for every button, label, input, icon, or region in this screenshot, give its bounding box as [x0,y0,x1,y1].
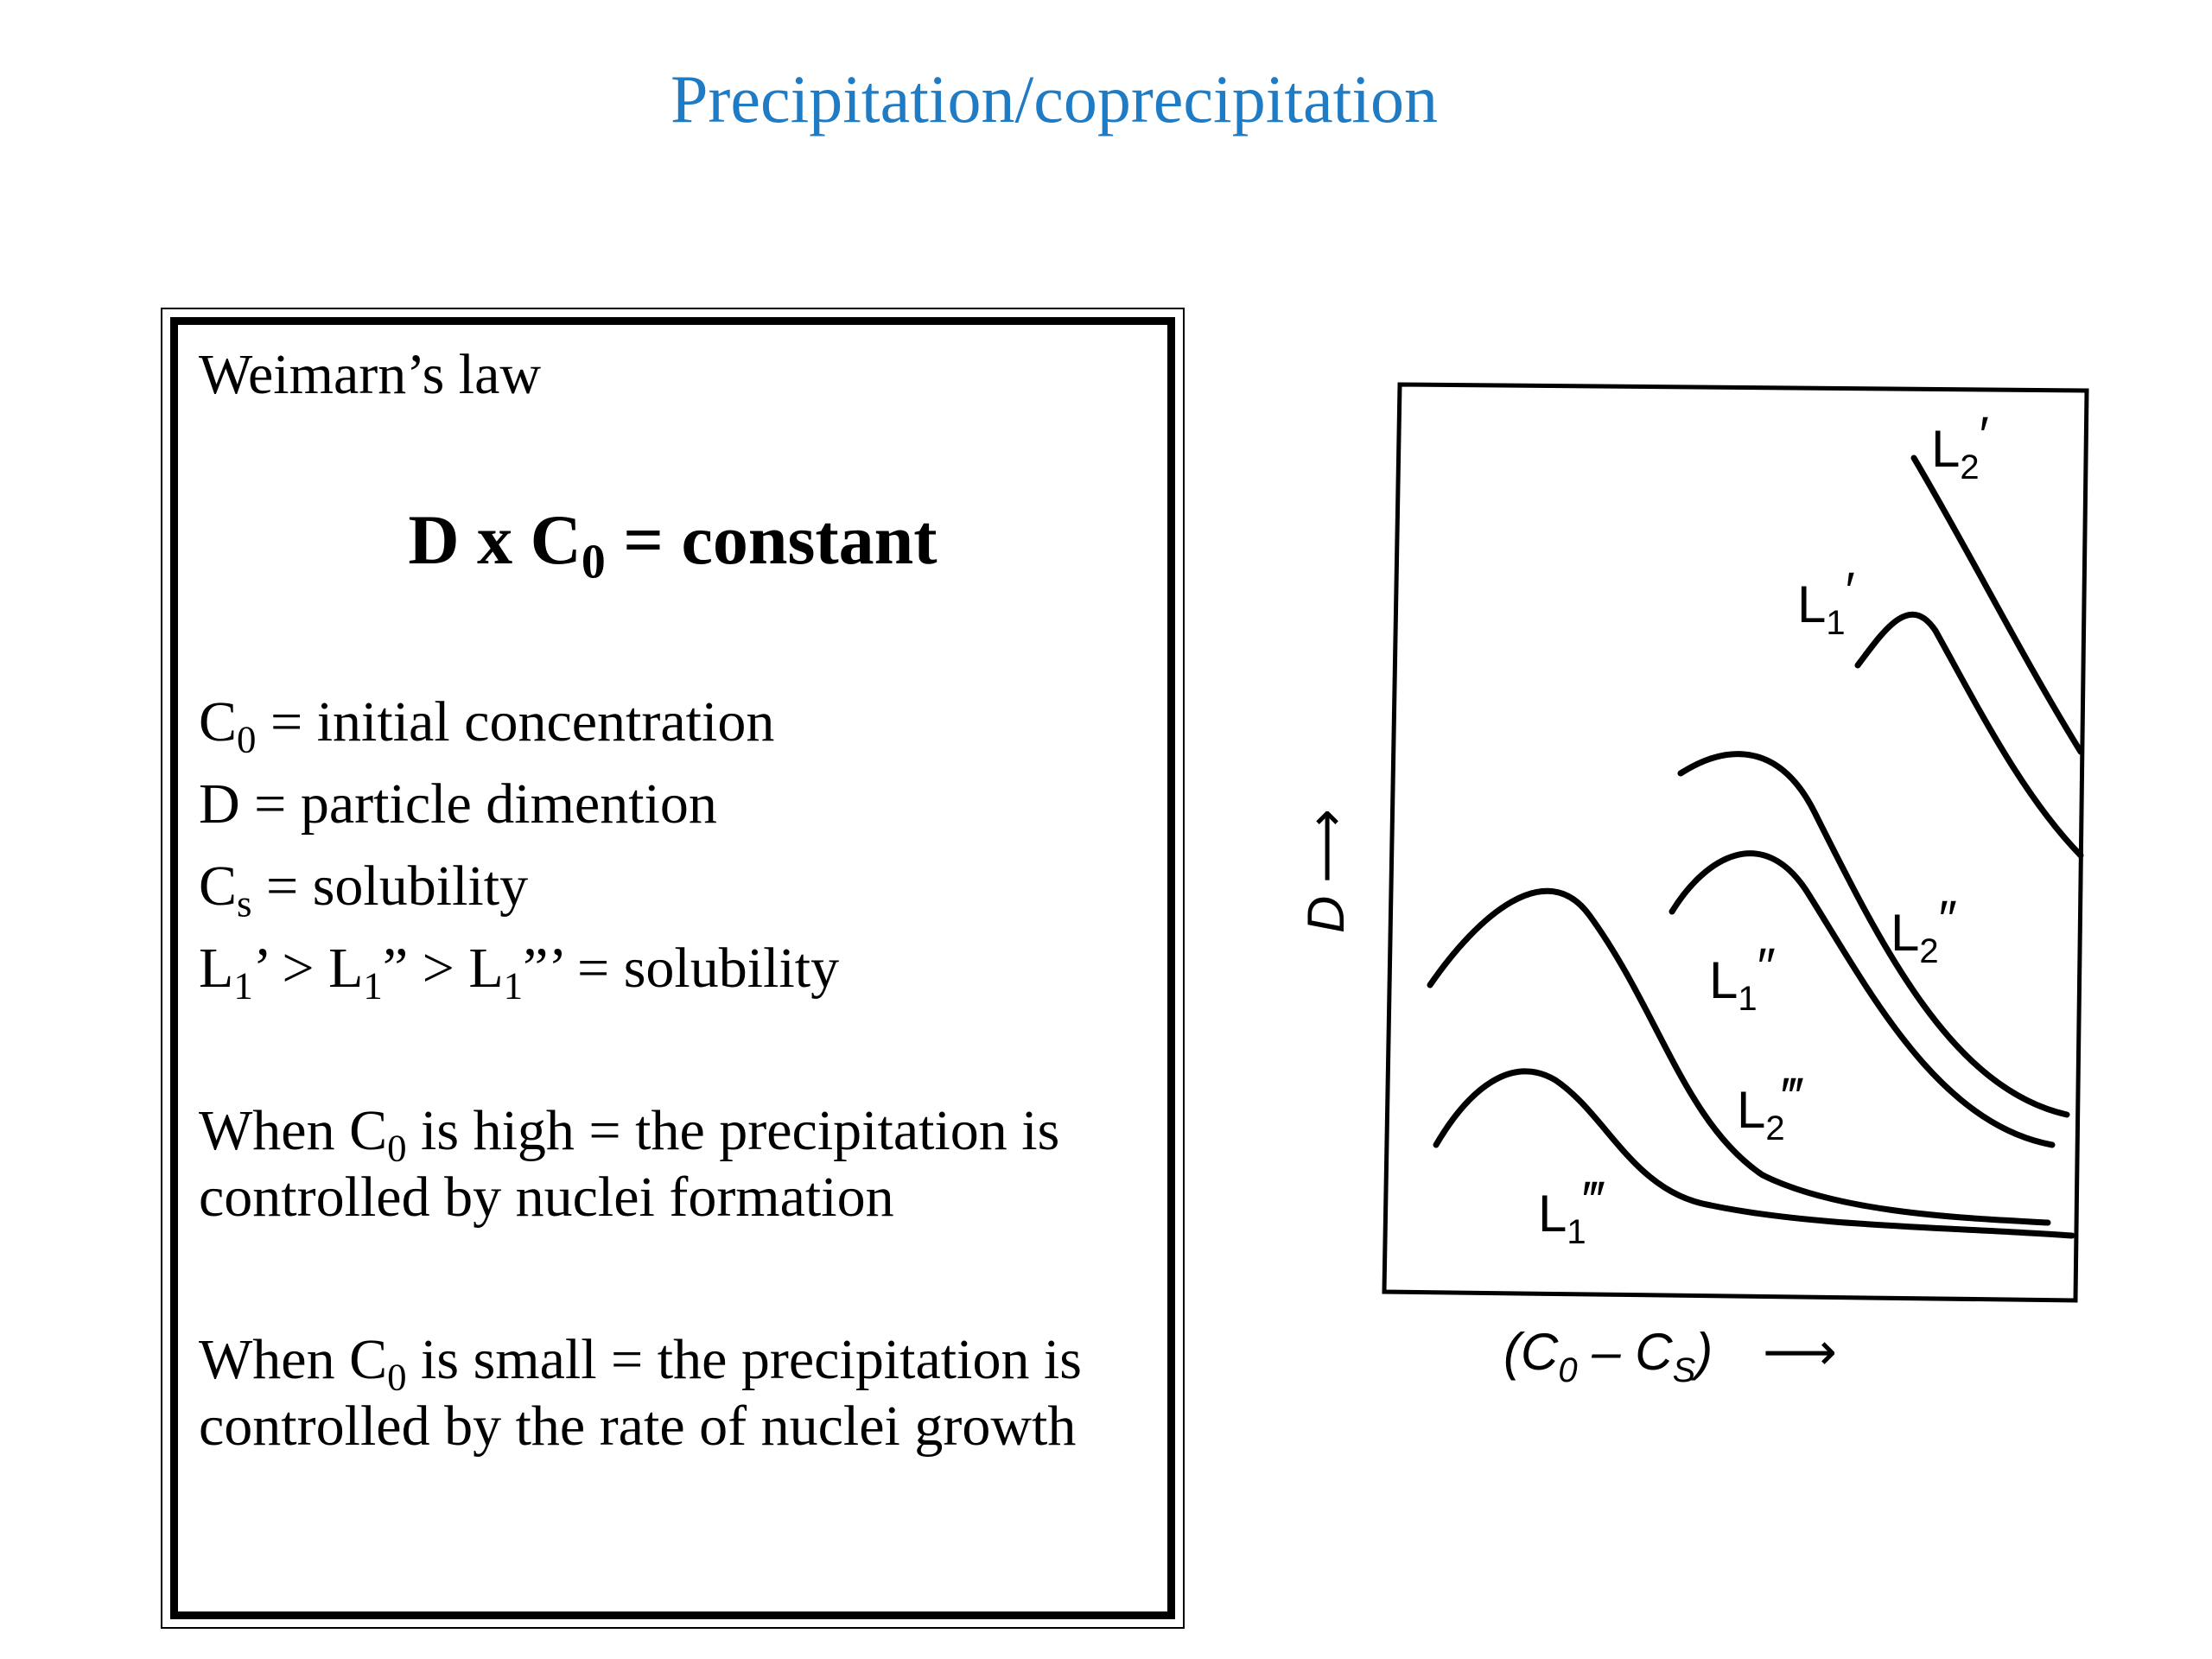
curve-l1-prime [1858,614,2081,855]
curve-label-l2-double-prime: $L_2''$ [1891,890,1957,970]
curve-label-l1-triple-prime: $L_1‴$ [1538,1171,1605,1251]
definition-l-order: $L_1$’ > $L_1$” > $L_1$”’ = solubility [199,937,840,1007]
curve-label-l2-prime: $L_2'$ [1931,406,1989,486]
curve-label-l1-double-prime: $L_1''$ [1709,938,1776,1018]
curve-label-l1-prime: $L_1'$ [1797,562,1855,642]
definition-d: D = particle dimention [199,772,717,836]
slide-title: Precipitation/coprecipitation [670,61,1439,137]
law-box-inner-border [170,317,1175,1619]
definition-c0: $C_0$ = initial concentration [199,690,775,761]
definition-cs: $C_s$ = solubility [199,855,529,925]
diagram-frame [1384,385,2087,1300]
y-axis-arrow: ⟶ [1297,808,1355,883]
curve-l2-double-prime [1681,754,2067,1115]
weimarn-formula: D x $C_0$ = constant [408,500,938,589]
curve-label-l2-triple-prime: $L_2‴$ [1737,1067,1803,1147]
weimarn-diagram [1279,363,2143,1434]
x-axis-arrow: ⟶ [1763,1323,1838,1381]
x-axis-label: $(C_0 - C_S)$ [1503,1323,1713,1389]
y-axis-label: D [1297,895,1355,933]
small-concentration-note: When $C_0$ is small = the precipitation is controlled by the rate of nuclei growth [199,1328,1082,1458]
box-heading: Weimarn’s law [199,343,542,406]
weimarn-law-box [161,308,1185,1629]
high-concentration-note: When $C_0$ is high = the precipitation is controlled by nuclei formation [199,1099,1060,1229]
curve-l2-prime [1914,458,2081,752]
